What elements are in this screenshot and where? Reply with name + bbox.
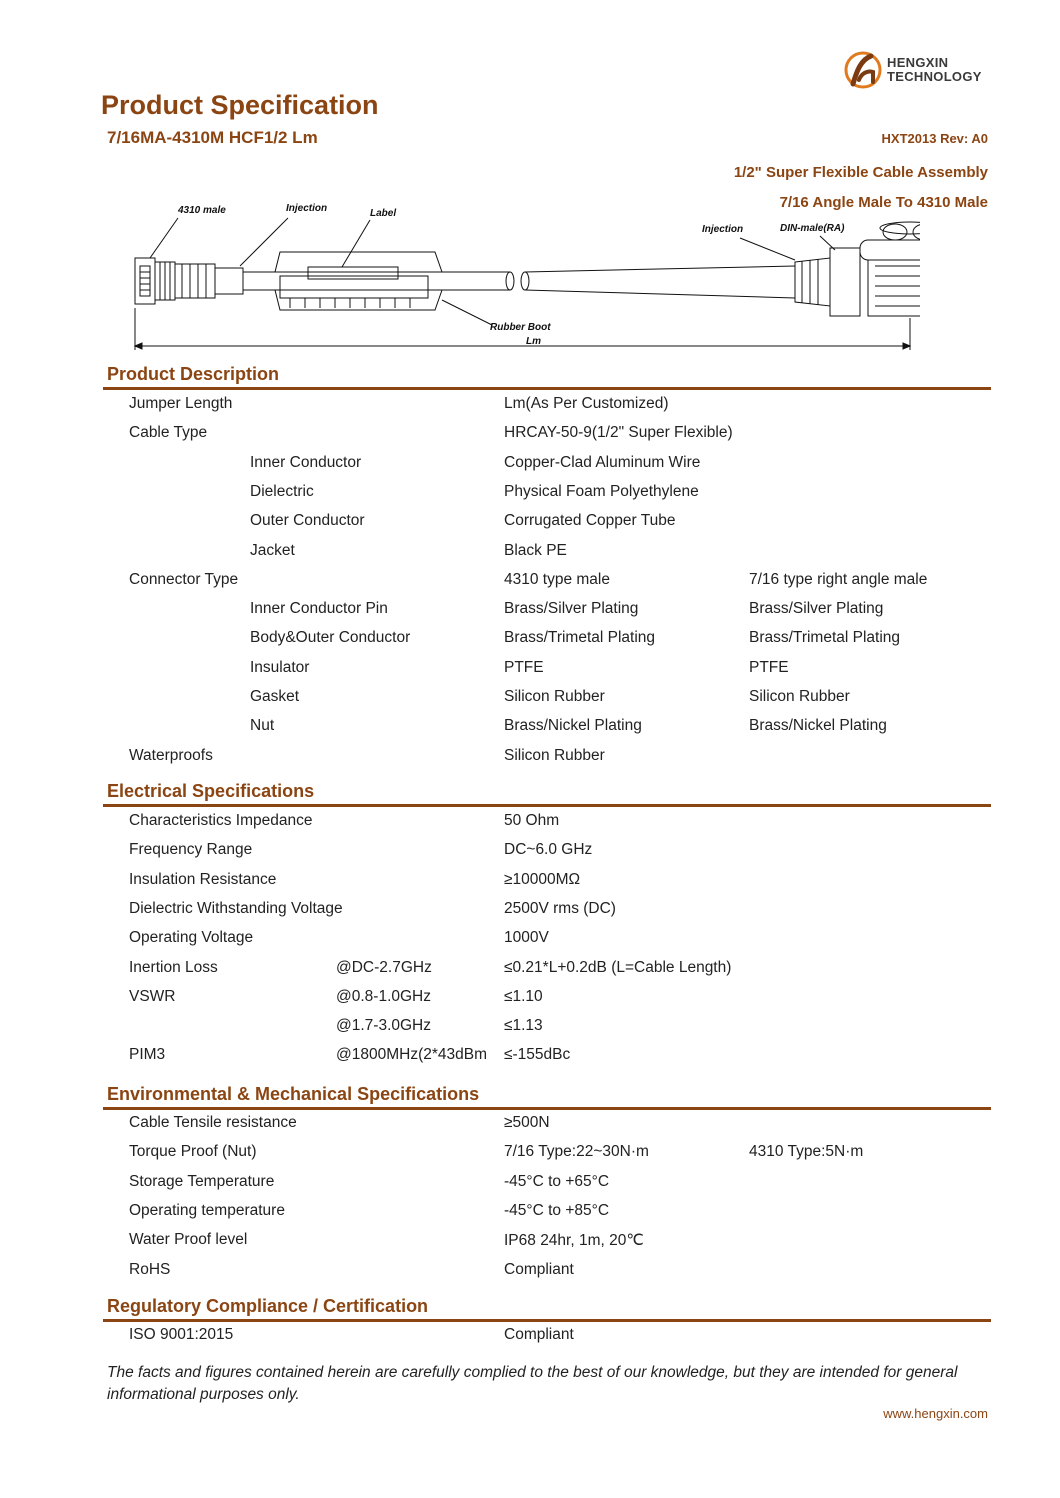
table-cell-c1: Dielectric Withstanding Voltage (129, 899, 343, 917)
table-cell-c3: 7/16 type right angle male (749, 570, 928, 588)
table-cell-c2: Silicon Rubber (504, 746, 605, 764)
table-cell-c3: Brass/Nickel Plating (749, 717, 887, 735)
table-cell-c2: -45°C to +85°C (504, 1201, 610, 1219)
assembly-description: 1/2" Super Flexible Cable Assembly (733, 164, 988, 181)
table-cell-c1: Waterproofs (129, 746, 213, 764)
table-cell-c2: Copper-Clad Aluminum Wire (504, 453, 701, 471)
table-cell-c3: 4310 Type:5N·m (749, 1143, 864, 1161)
page-title: Product Specification (101, 90, 379, 120)
table-cell-c1b: Insulator (250, 658, 310, 676)
label-injection-right: Injection (702, 224, 744, 235)
product-model: 7/16MA-4310M HCF1/2 Lm (107, 128, 318, 147)
table-cell-c1: Operating Voltage (129, 929, 254, 947)
label-din-male: DIN-male(RA) (780, 223, 845, 234)
table-cell-c2: Brass/Nickel Plating (504, 717, 642, 735)
table-cell-c3: PTFE (749, 658, 789, 676)
label-label: Label (370, 208, 397, 219)
table-cell-c2: ≤1.10 (504, 987, 543, 1005)
section-divider (103, 1319, 991, 1322)
table-cell-c1c: @1800MHz(2*43dBm (336, 1046, 487, 1064)
table-cell-c1c: @1.7-3.0GHz (336, 1017, 431, 1035)
table-cell-c3: Brass/Silver Plating (749, 600, 884, 618)
table-cell-c1: Frequency Range (129, 841, 253, 859)
table-cell-c3: Silicon Rubber (749, 688, 850, 705)
table-cell-c1c: @0.8-1.0GHz (336, 987, 431, 1005)
table-cell-c2: DC~6.0 GHz (504, 841, 593, 859)
table-cell-c2: Compliant (504, 1326, 574, 1343)
revision-code: HXT2013 Rev: A0 (881, 131, 988, 146)
section-divider (103, 387, 991, 390)
table-cell-c1: Connector Type (129, 570, 239, 588)
label-rubber-boot: Rubber Boot (490, 322, 551, 333)
table-cell-c2: Silicon Rubber (504, 688, 605, 705)
table-cell-c2: Brass/Silver Plating (504, 600, 639, 618)
table-cell-c1: Cable Tensile resistance (129, 1114, 297, 1131)
table-cell-c2: Compliant (504, 1260, 574, 1278)
table-cell-c1c: @DC-2.7GHz (336, 958, 432, 976)
section-title-environmental: Environmental & Mechanical Specifications (107, 1084, 480, 1104)
section-title-product-description: Product Description (107, 364, 280, 384)
section-divider (103, 804, 991, 807)
table-cell-c2: ≤1.13 (504, 1017, 543, 1035)
table-cell-c2: Corrugated Copper Tube (504, 512, 676, 530)
table-cell-c2: ≤-155dBc (504, 1046, 571, 1064)
table-cell-c2: ≤0.21*L+0.2dB (L=Cable Length) (504, 958, 732, 976)
table-cell-c2: 50 Ohm (504, 812, 560, 829)
table-cell-c2: IP68 24hr, 1m, 20℃ (504, 1232, 644, 1250)
table-cell-c2: HRCAY-50-9(1/2" Super Flexible) (504, 424, 733, 442)
table-cell-c2: -45°C to +65°C (504, 1172, 610, 1190)
table-cell-c1b: Inner Conductor (250, 453, 362, 471)
table-cell-c2: ≥10000MΩ (504, 870, 581, 888)
table-cell-c1: Water Proof level (129, 1231, 248, 1249)
table-cell-c2: Lm(As Per Customized) (504, 395, 669, 412)
table-cell-c2: Physical Foam Polyethylene (504, 482, 699, 500)
logo-mark-icon (843, 50, 883, 90)
table-cell-c2: Black PE (504, 541, 567, 559)
logo-text-line1: HENGXIN (887, 55, 949, 70)
table-cell-c1: Storage Temperature (129, 1172, 275, 1190)
table-cell-c1: Jumper Length (129, 395, 233, 412)
cable-assembly-drawing (130, 200, 920, 355)
table-cell-c1b: Gasket (250, 688, 300, 705)
table-cell-c1: Cable Type (129, 424, 208, 442)
website-link[interactable]: www.hengxin.com (883, 1406, 988, 1421)
table-cell-c2: 7/16 Type:22~30N·m (504, 1143, 649, 1161)
table-cell-c1: Characteristics Impedance (129, 812, 313, 829)
label-lm: Lm (526, 336, 541, 347)
label-4310-male: 4310 male (178, 205, 226, 216)
table-cell-c1b: Dielectric (250, 482, 314, 500)
table-cell-c1b: Inner Conductor Pin (250, 600, 388, 618)
table-cell-c2: PTFE (504, 658, 544, 676)
table-cell-c1b: Jacket (250, 541, 295, 559)
table-cell-c2: 2500V rms (DC) (504, 899, 616, 917)
table-cell-c1b: Body&Outer Conductor (250, 629, 411, 647)
connector-description: 7/16 Angle Male To 4310 Male (779, 194, 988, 211)
logo (843, 50, 993, 92)
table-cell-c2: ≥500N (504, 1114, 550, 1131)
table-cell-c1: Inertion Loss (129, 958, 218, 976)
logo-text-line2: TECHNOLOGY (887, 69, 982, 84)
table-cell-c1: VSWR (129, 987, 176, 1005)
table-cell-c1: Torque Proof (Nut) (129, 1143, 257, 1161)
table-cell-c1: ISO 9001:2015 (129, 1326, 234, 1343)
table-cell-c2: 1000V (504, 929, 549, 947)
table-cell-c3: Brass/Trimetal Plating (749, 629, 901, 647)
table-cell-c1: RoHS (129, 1260, 171, 1278)
section-divider (103, 1107, 991, 1110)
table-cell-c1b: Nut (250, 717, 275, 735)
label-injection-left: Injection (286, 203, 328, 214)
table-cell-c1: PIM3 (129, 1046, 166, 1064)
table-cell-c2: Brass/Trimetal Plating (504, 629, 656, 647)
table-cell-c1: Insulation Resistance (129, 870, 277, 888)
section-title-electrical: Electrical Specifications (107, 781, 315, 801)
table-cell-c1: Operating temperature (129, 1201, 285, 1219)
table-cell-c2: 4310 type male (504, 570, 610, 588)
table-cell-c1b: Outer Conductor (250, 512, 365, 530)
disclaimer-text: The facts and figures contained herein are carefully complied to the best of our knowledge, but they are intended for general informational purposes only. (107, 1364, 958, 1403)
section-title-regulatory: Regulatory Compliance / Certification (107, 1296, 429, 1316)
